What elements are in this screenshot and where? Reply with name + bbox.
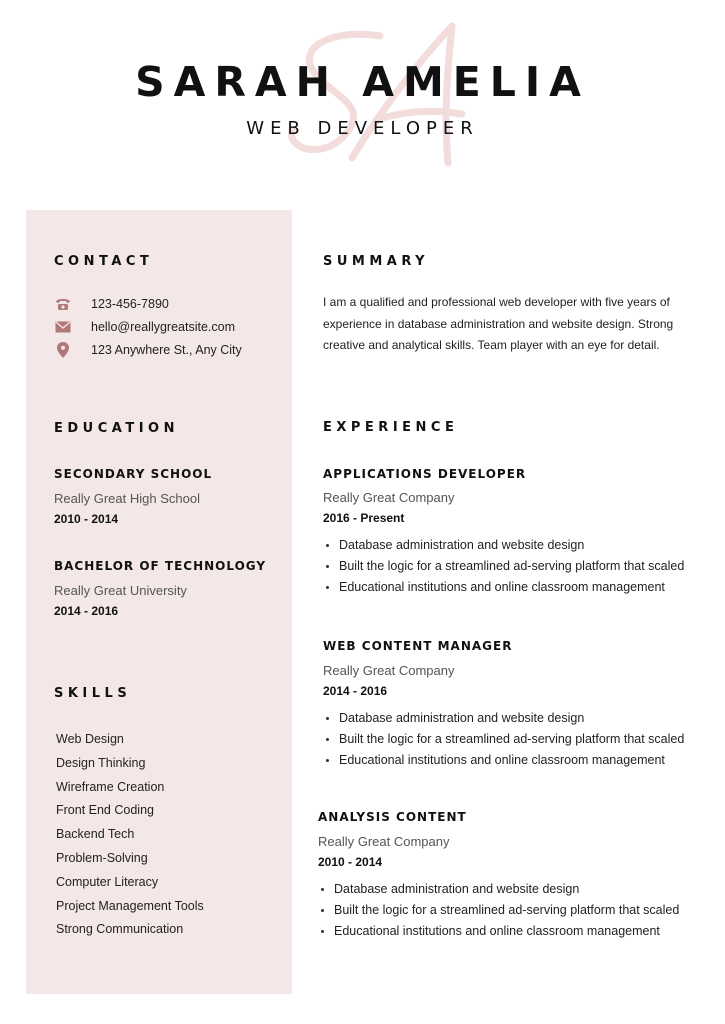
education-heading: EDUCATION (54, 421, 179, 436)
education-school: Really Great University (54, 583, 187, 598)
skill-item: Backend Tech (56, 827, 135, 841)
job-bullet: Database administration and website design (323, 535, 684, 556)
summary-line: experience in database administration and website design. Strong (323, 316, 674, 331)
mail-icon (54, 318, 72, 336)
education-dates: 2014 - 2016 (54, 604, 119, 618)
job-title: APPLICATIONS DEVELOPER (323, 467, 527, 481)
education-school: Really Great High School (54, 491, 200, 506)
skills-heading: SKILLS (54, 686, 132, 701)
job-bullet: Built the logic for a streamlined ad-serving platform that scaled (318, 900, 679, 921)
job-bullets (318, 879, 679, 942)
phone-number: 123-456-7890 (91, 297, 169, 311)
summary-line: creative and analytical skills. Team player with an eye for detail. (323, 338, 660, 352)
summary-line: I am a qualified and professional web developer with five years of (323, 295, 670, 309)
job-dates: 2010 - 2014 (318, 855, 383, 869)
contact-email (54, 317, 235, 337)
education-degree: BACHELOR OF TECHNOLOGY (54, 559, 267, 573)
job-title: WEB CONTENT MANAGER (323, 639, 513, 653)
email-address[interactable]: hello@reallygreatsite.com (91, 320, 236, 334)
job-company: Really Great Company (323, 663, 455, 678)
job-company: Really Great Company (318, 834, 450, 849)
job-dates: 2014 - 2016 (323, 684, 388, 698)
job-bullet: Educational institutions and online classroom management (323, 750, 684, 771)
job-bullet: Database administration and website design (323, 708, 684, 729)
contact-phone (54, 294, 169, 314)
street-address: 123 Anywhere St., Any City (91, 343, 242, 357)
education-degree: SECONDARY SCHOOL (54, 467, 213, 481)
skill-item: Front End Coding (56, 803, 154, 817)
skill-item: Problem-Solving (56, 851, 148, 865)
job-title: ANALYSIS CONTENT (318, 810, 467, 824)
skill-item: Wireframe Creation (56, 780, 165, 794)
education-dates: 2010 - 2014 (54, 512, 119, 526)
location-pin-icon (54, 341, 72, 359)
skill-item: Computer Literacy (56, 875, 159, 889)
skill-item: Web Design (56, 732, 124, 746)
phone-icon (54, 295, 72, 313)
job-dates: 2016 - Present (323, 511, 405, 525)
experience-heading: EXPERIENCE (323, 420, 459, 435)
job-bullet: Database administration and website design (318, 879, 679, 900)
skill-item: Strong Communication (56, 922, 184, 936)
job-bullet: Educational institutions and online classroom management (318, 921, 679, 942)
job-bullets (323, 708, 684, 771)
job-bullet: Built the logic for a streamlined ad-serving platform that scaled (323, 729, 684, 750)
job-company: Really Great Company (323, 490, 455, 505)
job-title: WEB DEVELOPER (246, 118, 479, 139)
summary-heading: SUMMARY (323, 254, 430, 269)
contact-heading: CONTACT (54, 254, 154, 269)
job-bullet: Educational institutions and online classroom management (323, 577, 684, 598)
skill-item: Project Management Tools (56, 899, 204, 913)
job-bullets (323, 535, 684, 598)
candidate-name: SARAH AMELIA (135, 58, 590, 106)
summary-text (323, 292, 703, 357)
job-bullet: Built the logic for a streamlined ad-serving platform that scaled (323, 556, 684, 577)
skill-item: Design Thinking (56, 756, 146, 770)
contact-address (54, 340, 242, 360)
